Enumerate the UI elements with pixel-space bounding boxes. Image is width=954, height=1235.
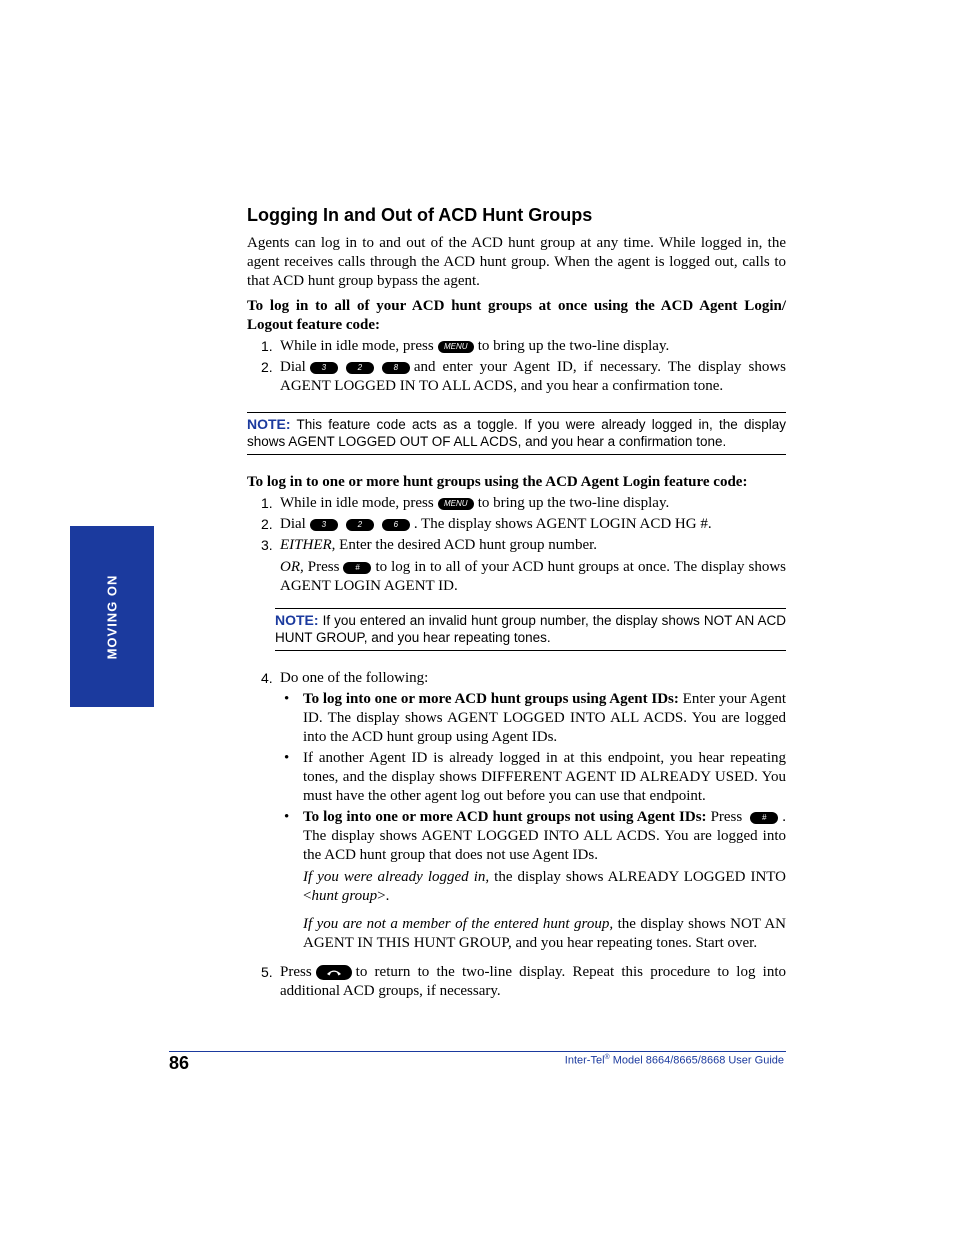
not-member-note: If you are not a member of the entered hunt group, the display shows NOT AN AGENT IN THIS HUNT GROUP, and you hear repeating tones. Start over. [303, 916, 787, 951]
digit-key-icon: 8 [382, 362, 410, 374]
note-label: NOTE: [247, 416, 291, 432]
digit-key-icon: 3 [310, 362, 338, 374]
page-content [247, 204, 786, 1003]
procedure2-step5: 5. Press to return to the two-line display. Repeat this procedure to log into additional ACD groups, if necessary. [261, 964, 786, 999]
already-logged-in-note: If you were already logged in, the display shows ALREADY LOGGED INTO <hunt group>. [303, 869, 787, 904]
procedure1-step1: 1. While in idle mode, press MENU to bring up the two-line display. [261, 338, 670, 354]
or-option: OR, Press # to log in to all of your ACD hunt groups at once. The display shows AGENT LOGIN AGENT ID. [280, 559, 787, 594]
handset-icon [316, 965, 352, 980]
note-toggle [247, 412, 786, 455]
option-other-agent: • If another Agent ID is already logged in at this endpoint, you hear repeating tones, and the display shows DIFFERENT AGENT ID ALREADY USED. You must have the other agent log out before you can use that endpoint. [280, 749, 786, 806]
note-label: NOTE: [275, 612, 319, 628]
footer-guide-title: Inter-Tel® Model 8664/8665/8668 User Guide [564, 1054, 784, 1067]
procedure2-steps [247, 494, 786, 596]
pound-key-icon: # [750, 812, 778, 824]
digit-key-icon: 2 [346, 519, 374, 531]
side-tab-label: MOVING ON [104, 574, 120, 659]
note-text: If you entered an invalid hunt group number, the display shows NOT AN ACD HUNT GROUP, and you hear repeating tones. [275, 613, 786, 645]
procedure2-step3: 3. EITHER, Enter the desired ACD hunt group number. OR, Press # to log in to all of your ACD hunt groups at once. The display shows AGENT LOGIN AGENT ID. [261, 537, 787, 594]
procedure2-heading: To log in to one or more hunt groups using the ACD Agent Login feature code: [247, 474, 748, 490]
page-number: 86 [169, 1053, 190, 1073]
digit-key-icon: 3 [310, 519, 338, 531]
option-not-using-agent-ids: • To log into one or more ACD hunt groups not using Agent IDs: Press # . The display shows AGENT LOGGED INTO ALL ACDS. You are logged into the ACD hunt group that does not use Agent IDs. If you were already logged in, the display shows ALREADY LOGGED INTO <hunt group>. If you are not a member of the entered hunt group, the display shows NOT AN AGENT IN THIS HUNT GROUP, and you hear repeating tones. Start over. [280, 808, 786, 953]
digit-key-icon: 6 [382, 519, 410, 531]
procedure1-steps [247, 337, 786, 396]
procedure2-step4: 4. Do one of the following: • To log into one or more ACD hunt groups using Agent IDs: Enter your Agent ID. The display shows AGENT LOGGED INTO ALL ACDS. You are logged into the ACD hunt group using Agent IDs. • If another Agent ID is already logged in at this endpoint, you hear repeating tones, and the display shows DIFFERENT AGENT ID ALREADY USED. You must have the other agent log out before you can use that endpoint. • To log into one or more ACD hunt groups not using Agent IDs: Press # . The display shows AGENT LOGGED INTO ALL ACDS. You are logged into the ACD hunt group that does not use Agent IDs. If you were already logged in, the display shows ALREADY LOGGED INTO <hunt group>. If you are not a member of the entered hunt group, the display shows NOT AN AGENT IN THIS HUNT GROUP, and you hear repeating tones. Start over. [247, 669, 786, 953]
procedure2-step1: 1. While in idle mode, press MENU to bring up the two-line display. [261, 495, 670, 511]
pound-key-icon: # [343, 562, 371, 574]
digit-key-icon: 2 [346, 362, 374, 374]
note-invalid-group [275, 608, 786, 651]
menu-key-icon: MENU [438, 498, 474, 510]
section-title: Logging In and Out of ACD Hunt Groups [247, 205, 593, 225]
side-tab [70, 526, 154, 707]
step4-options [280, 690, 786, 953]
option-using-agent-ids: • To log into one or more ACD hunt groups using Agent IDs: Enter your Agent ID. The display shows AGENT LOGGED INTO ALL ACDS. You are logged into the ACD hunt group using Agent IDs. [280, 690, 786, 747]
note-text: This feature code acts as a toggle. If you were already logged in, the display shows AGENT LOGGED OUT OF ALL ACDS, and you hear a confirmation tone. [247, 417, 786, 449]
procedure2-step2: 2. Dial 3 2 6 . The display shows AGENT LOGIN ACD HG #. [261, 516, 712, 532]
procedure1-heading: To log in to all of your ACD hunt groups at once using the ACD Agent Login/ Logout feature code: [247, 298, 786, 333]
procedure2-steps-cont [247, 669, 786, 1001]
intro-paragraph: Agents can log in to and out of the ACD hunt group at any time. While logged in, the agent receives calls through the ACD hunt group. When the agent is logged out, calls to that ACD hunt group bypass the agent. [247, 235, 786, 289]
menu-key-icon: MENU [438, 341, 474, 353]
procedure1-step2: 2. Dial 3 2 8 and enter your Agent ID, if necessary. The display shows AGENT LOGGED IN TO ALL ACDS, and you hear a confirmation tone. [261, 359, 786, 394]
footer-rule [169, 1051, 786, 1052]
